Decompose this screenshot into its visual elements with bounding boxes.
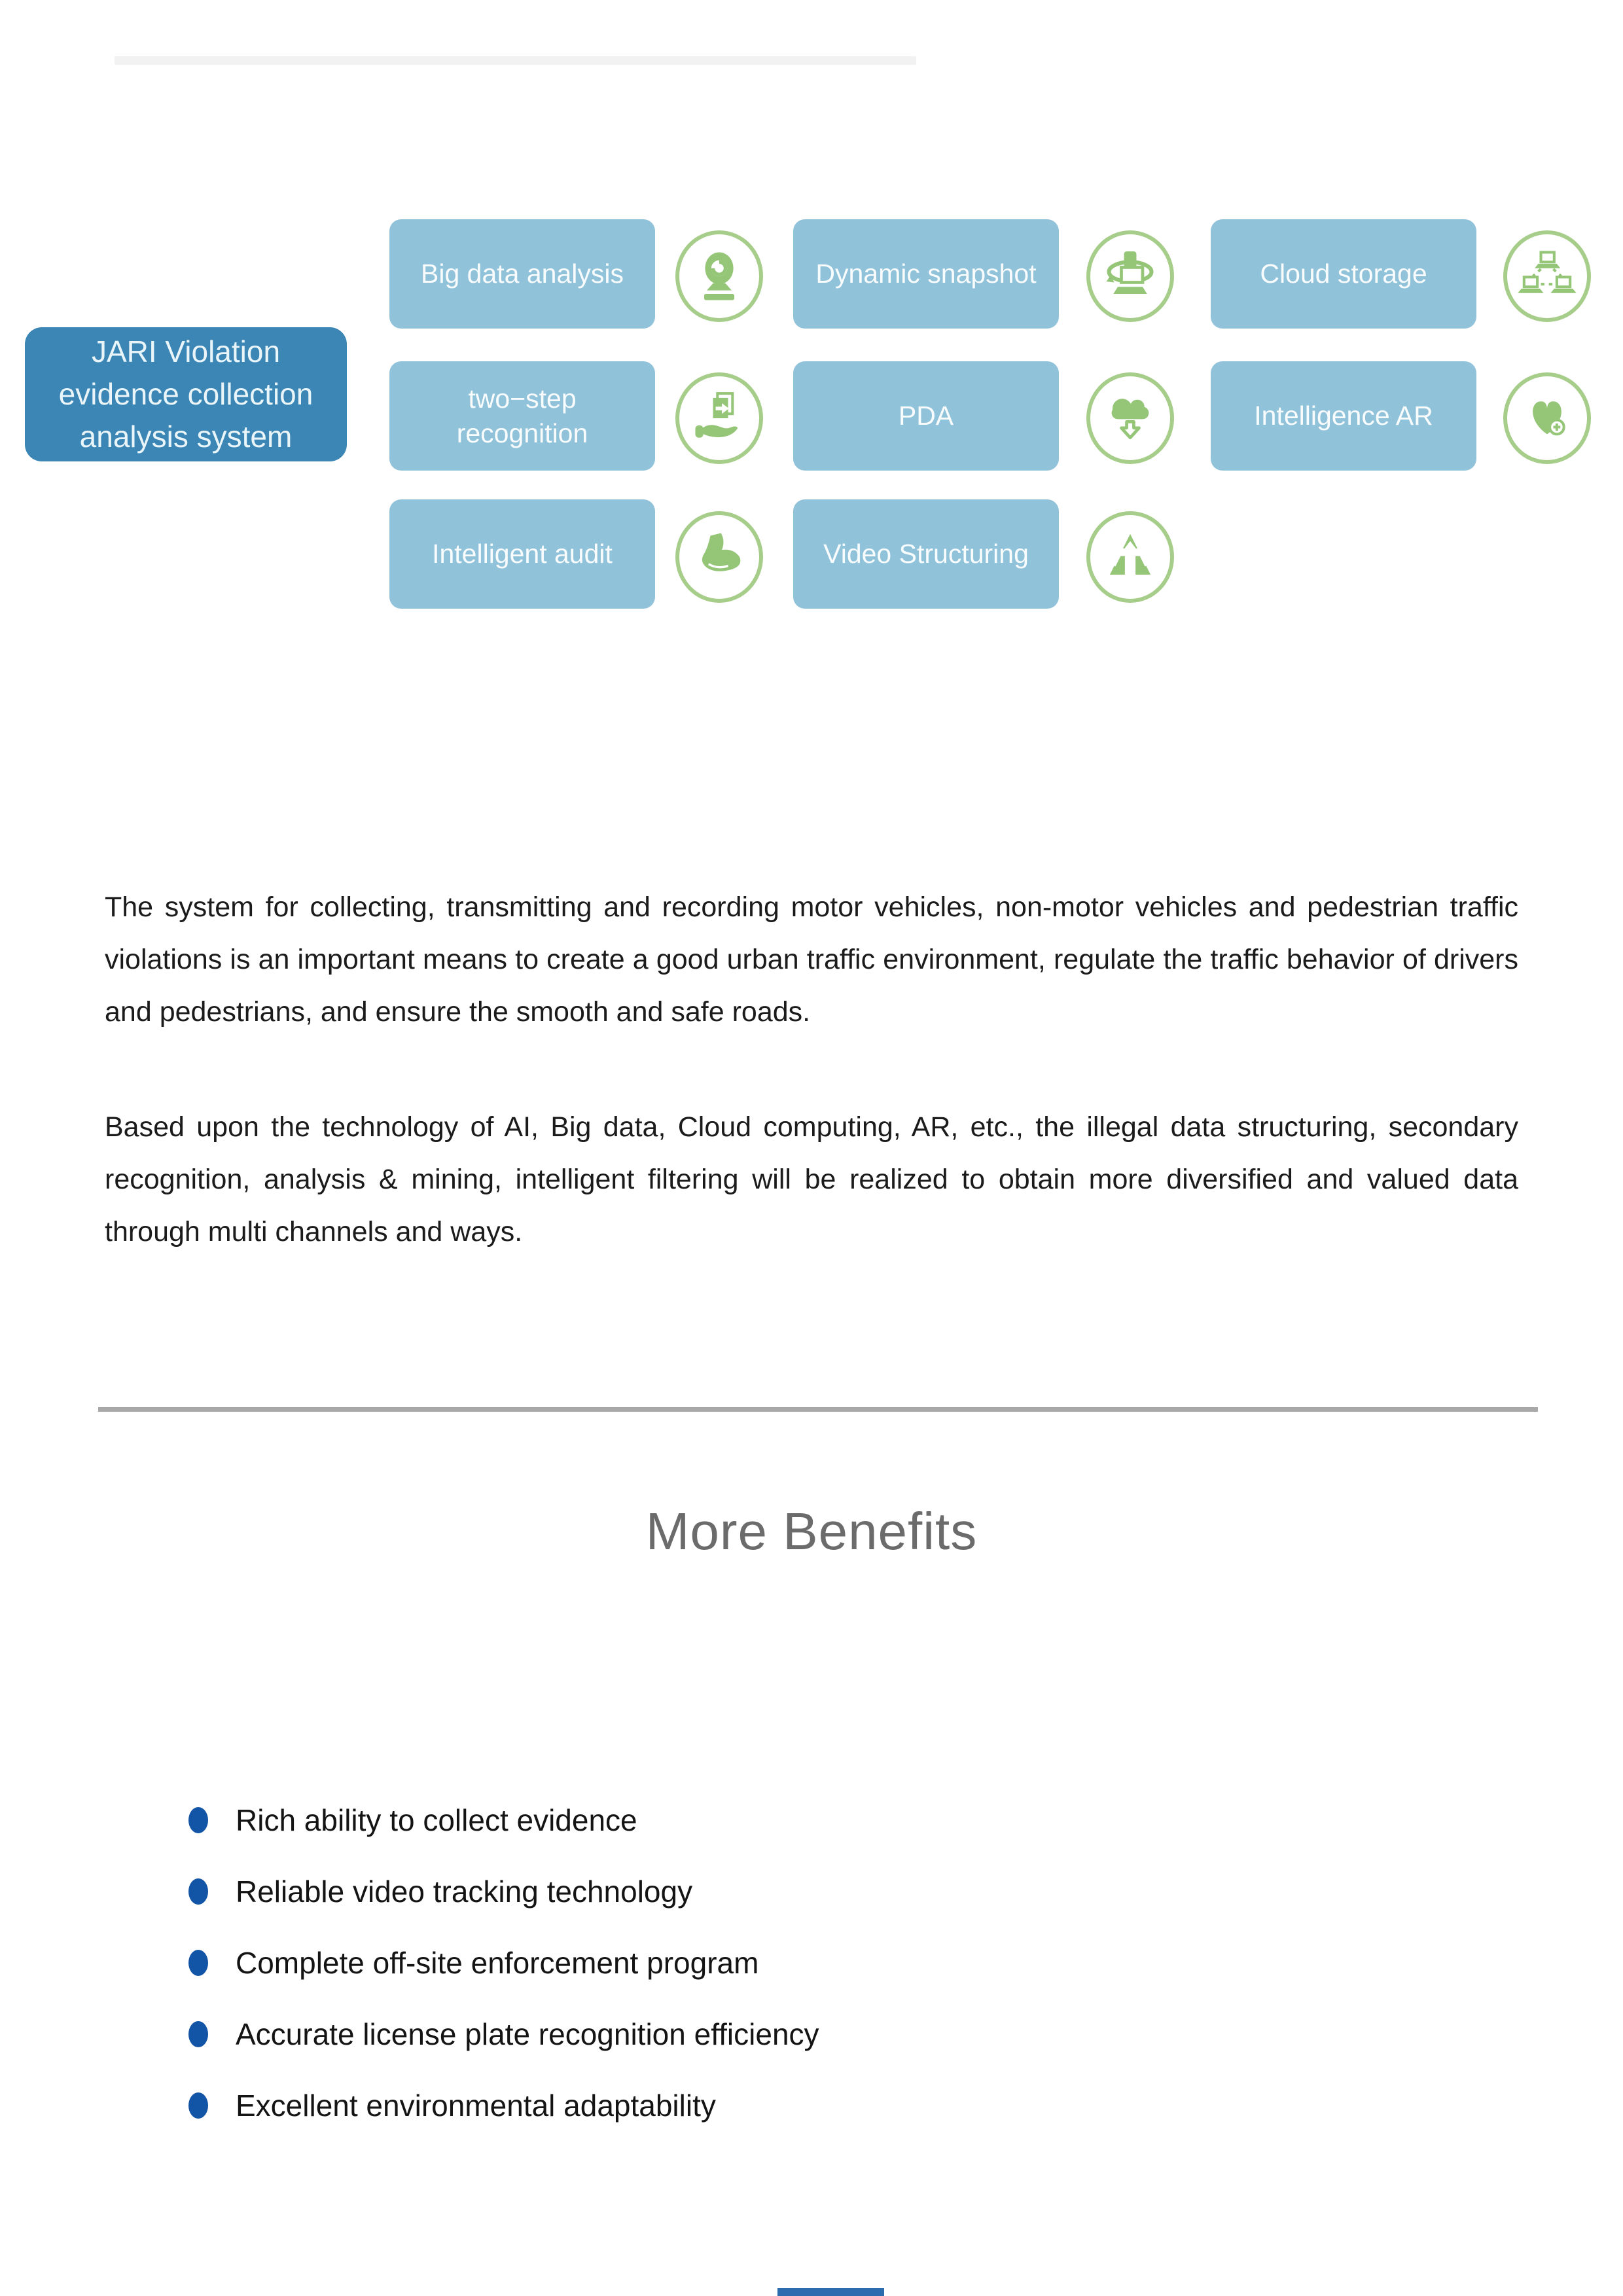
benefit-label: Accurate license plate recognition efficiency (236, 2017, 819, 2051)
benefit-label: Rich ability to collect evidence (236, 1803, 637, 1837)
monitor-sync-icon (1086, 230, 1174, 322)
bullet-dot-icon (188, 2092, 208, 2119)
muscle-arm-icon (675, 511, 763, 603)
bullet-dot-icon (188, 1950, 208, 1976)
feature-label: Big data analysis (421, 259, 624, 289)
faint-header-artifact (115, 56, 916, 65)
feature-cloud-storage (1211, 219, 1476, 329)
feature-intelligence-ar (1211, 361, 1476, 471)
feature-pda (793, 361, 1059, 471)
benefit-label: Complete off-site enforcement program (236, 1946, 759, 1980)
benefit-label: Reliable video tracking technology (236, 1874, 693, 1909)
heart-plus-icon (1503, 372, 1591, 464)
feature-dynamic-snapshot (793, 219, 1059, 329)
bullet-dot-icon (188, 2021, 208, 2047)
list-item (188, 2011, 819, 2057)
list-item (188, 1797, 819, 1843)
benefit-label: Excellent environmental adaptability (236, 2089, 716, 2123)
webcam-icon (675, 230, 763, 322)
feature-label: Cloud storage (1260, 259, 1427, 289)
feature-big-data-analysis (389, 219, 655, 329)
root-system-label: JARI Violation evidence collection analysis system (58, 334, 313, 454)
list-item (188, 1869, 819, 1914)
feature-label: Dynamic snapshot (815, 259, 1037, 289)
footer-accent-bar (777, 2288, 884, 2296)
network-computers-icon (1503, 230, 1591, 322)
pyramid-arrow-icon (1086, 511, 1174, 603)
root-system-box (25, 327, 347, 461)
list-item (188, 2083, 819, 2128)
benefits-list (188, 1797, 819, 2154)
bullet-dot-icon (188, 1807, 208, 1833)
feature-label: Video Structuring (823, 539, 1029, 569)
intro-paragraph: The system for collecting, transmitting and recording motor vehicles, non-motor vehicles and pedestrian traffic violations is an important means to create a good urban traffic environment, regulate the traffic behavior of drivers and pedestrians, and ensure the smooth and safe roads. (105, 891, 1518, 1028)
feature-label: Intelligent audit (432, 539, 613, 569)
feature-video-structuring (793, 499, 1059, 609)
feature-label: Intelligence AR (1254, 401, 1433, 431)
section-divider (98, 1407, 1538, 1412)
feature-label: two−step recognition (456, 384, 588, 448)
technology-paragraph: Based upon the technology of AI, Big data, Cloud computing, AR, etc., the illegal data structuring, secondary recognition, analysis & mining, intelligent filtering will be realized to obtain more diversified and valued data through multi channels and ways. (105, 1111, 1518, 1247)
feature-two-step-recognition (389, 361, 655, 471)
feature-intelligent-audit (389, 499, 655, 609)
benefits-section-title: More Benefits (645, 1502, 978, 1560)
list-item (188, 1940, 819, 1986)
feature-label: PDA (898, 401, 954, 431)
hand-document-icon (675, 372, 763, 464)
cloud-download-icon (1086, 372, 1174, 464)
bullet-dot-icon (188, 1878, 208, 1905)
